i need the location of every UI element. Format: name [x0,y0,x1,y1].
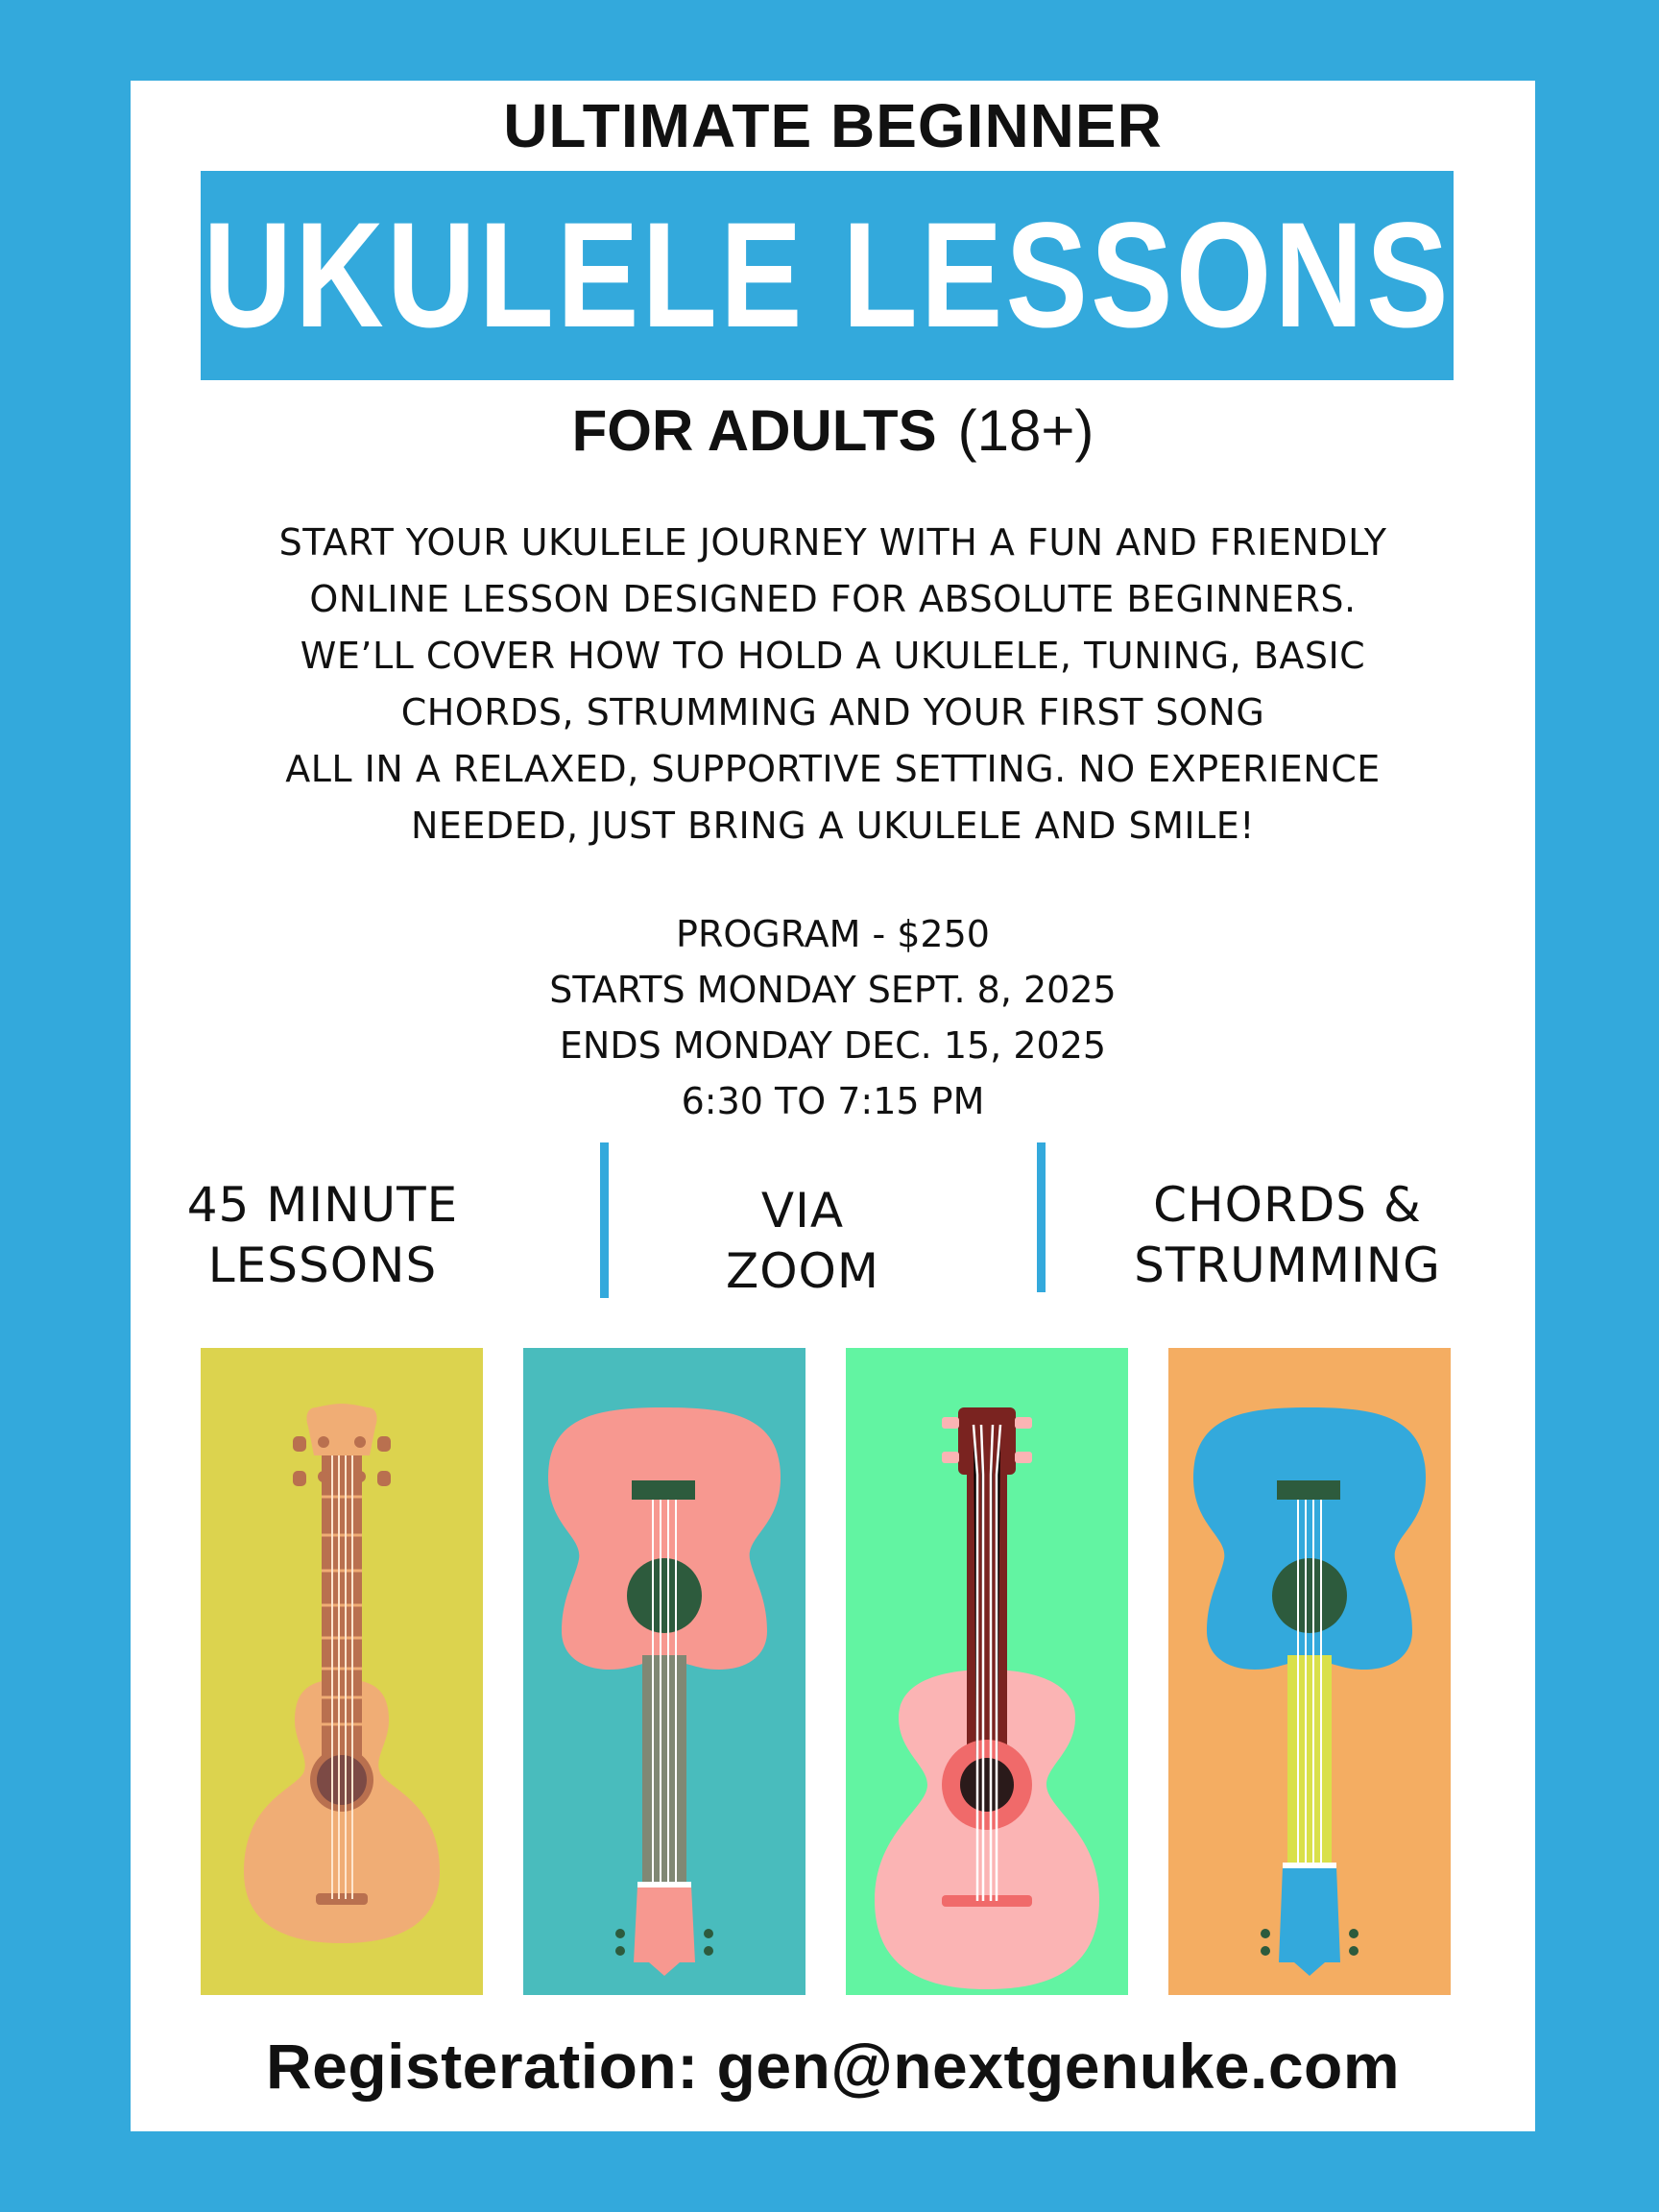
poster-sheet [131,81,1535,2131]
feature-line: CHORDS & [1153,1177,1422,1233]
illustration-panel [1168,1348,1451,1995]
description [169,515,1497,854]
feature-content [1076,1175,1499,1296]
program-details [131,906,1535,1129]
description-line: START YOUR UKULELE JOURNEY WITH A FUN AND FRIENDLY [278,521,1387,564]
end-date: ENDS MONDAY DEC. 15, 2025 [559,1024,1107,1067]
feature-line: ZOOM [725,1243,880,1299]
feature-line: LESSONS [207,1238,438,1293]
description-line: ALL IN A RELAXED, SUPPORTIVE SETTING. NO EXPERIENCE [285,748,1381,790]
illustration-panel [201,1348,483,1995]
registration-contact: Registeration: gen@nextgenuke.com [265,2031,1401,2102]
features-row [131,1137,1535,1300]
audience-line [131,397,1535,464]
feature-line: STRUMMING [1134,1238,1441,1293]
main-title: UKULELE LESSONS [203,191,1452,359]
feature-divider [1037,1142,1046,1292]
pre-title: ULTIMATE BEGINNER [503,91,1163,160]
light-pink-ukulele-icon [846,1348,1128,1995]
blue-ukulele-icon [1168,1348,1451,1995]
description-line: CHORDS, STRUMMING AND YOUR FIRST SONG [400,691,1265,733]
illustration-panel [523,1348,805,1995]
start-date: STARTS MONDAY SEPT. 8, 2025 [549,969,1117,1011]
feature-divider [600,1142,609,1298]
feature-lesson-length [179,1175,467,1296]
age-requirement: (18+) [957,398,1094,463]
price: PROGRAM - $250 [676,913,990,955]
feature-line: VIA [760,1183,845,1238]
class-time: 6:30 TO 7:15 PM [681,1080,985,1122]
feature-platform [639,1181,966,1302]
title-banner [201,171,1454,380]
feature-line: 45 MINUTE [186,1177,459,1233]
description-line: ONLINE LESSON DESIGNED FOR ABSOLUTE BEGINNERS. [309,578,1357,620]
tan-ukulele-icon [201,1348,483,1995]
audience-label: FOR ADULTS [571,398,937,463]
illustration-panel [846,1348,1128,1995]
description-line: WE’LL COVER HOW TO HOLD A UKULELE, TUNING, BASIC [300,635,1366,677]
pink-ukulele-icon [523,1348,805,1995]
description-line: NEEDED, JUST BRING A UKULELE AND SMILE! [410,805,1256,847]
